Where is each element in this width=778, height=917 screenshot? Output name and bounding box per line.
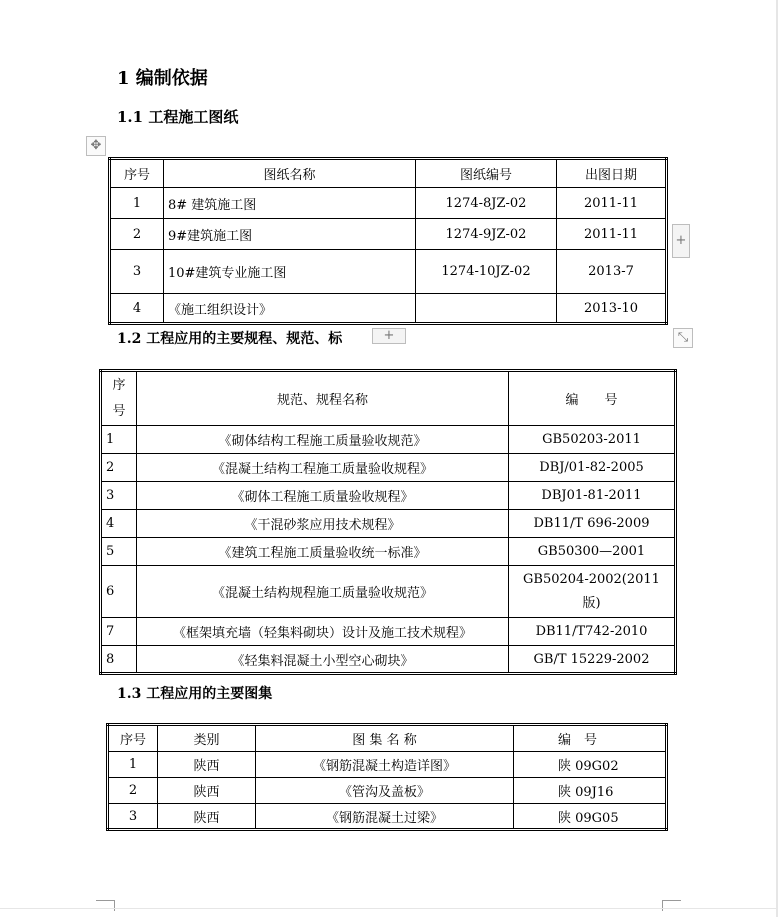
cell: 1274-8JZ-02 [416,188,557,219]
move-handle-icon[interactable]: ✥ [86,136,106,156]
table-row [101,618,676,646]
cell: 陕 09G02 [514,752,667,778]
header-cell: 图 集 名 称 [256,725,514,752]
header-cell: 规范、规程名称 [137,371,509,426]
cell: 2 [108,778,158,804]
cell: 2013-10 [557,294,667,324]
cell: 陕 09G05 [514,804,667,830]
cell: 4 [101,510,137,538]
cell: GB50203-2011 [509,426,676,454]
cell: DBJ01-81-2011 [509,482,676,510]
cell: 2013-7 [557,250,667,294]
cell [509,566,676,618]
table-row [108,778,667,804]
cell: 1 [101,426,137,454]
add-column-plus-icon[interactable]: + [672,224,690,258]
cell-text: GB50204-2002(2011版) [523,571,660,611]
cell: 8# 建筑施工图 [164,188,416,219]
cell: DB11/T 696-2009 [509,510,676,538]
cell: 《混凝土结构工程施工质量验收规程》 [137,454,509,482]
cell: 1 [108,752,158,778]
header-cell: 图纸编号 [416,159,557,188]
section-3-heading: 1.3 工程应用的主要图集 [117,686,273,702]
table-row [110,294,667,324]
drawings-table [108,157,668,325]
cell: 《轻集料混凝土小型空心砌块》 [137,646,509,674]
cell: 2 [101,454,137,482]
cell: 2011-11 [557,188,667,219]
atlas-table [106,723,668,831]
cell: 《钢筋混凝土过梁》 [256,804,514,830]
cell: 10#建筑专业施工图 [164,250,416,294]
page-corner-mark [662,900,681,911]
cell: GB/T 15229-2002 [509,646,676,674]
header-cell: 图纸名称 [164,159,416,188]
page-bottom-edge [0,908,778,909]
cell: 《钢筋混凝土构造详图》 [256,752,514,778]
cell: 3 [110,250,164,294]
header-cell: 类别 [158,725,256,752]
table-row [110,219,667,250]
section-1-heading: 1.1 工程施工图纸 [117,108,239,126]
standards-table [99,369,677,675]
table-row [101,454,676,482]
cell: 9#建筑施工图 [164,219,416,250]
add-row-plus-icon[interactable]: + [372,328,406,344]
page-corner-mark [96,900,115,911]
table-row [101,510,676,538]
heading-1: 1 编制依据 [117,68,208,89]
cell: 《框架填充墙（轻集料砌块）设计及施工技术规程》 [137,618,509,646]
cell: 1274-9JZ-02 [416,219,557,250]
cell: 5 [101,538,137,566]
cell: 4 [110,294,164,324]
header-cell: 序号 [108,725,158,752]
cell: 《建筑工程施工质量验收统一标准》 [137,538,509,566]
cell: 8 [101,646,137,674]
cell: 陕西 [158,752,256,778]
cell: DBJ/01-82-2005 [509,454,676,482]
cell: 2 [110,219,164,250]
table-row [101,646,676,674]
header-cell [101,371,137,426]
cell: GB50300—2001 [509,538,676,566]
cell: 《施工组织设计》 [164,294,416,324]
cell: 6 [101,566,137,618]
header-cell: 编 号 [509,371,676,426]
cell [416,294,557,324]
cell: 《砌体工程施工质量验收规程》 [137,482,509,510]
cell: DB11/T742-2010 [509,618,676,646]
table-row [101,538,676,566]
table-row [101,426,676,454]
cell: 1 [110,188,164,219]
table-row [101,566,676,618]
cell: 1274-10JZ-02 [416,250,557,294]
cell: 陕西 [158,778,256,804]
cell: 7 [101,618,137,646]
table-row [110,188,667,219]
cell: 陕 09J16 [514,778,667,804]
table-row [108,804,667,830]
cell: 2011-11 [557,219,667,250]
cell: 《砌体结构工程施工质量验收规范》 [137,426,509,454]
table-row [101,482,676,510]
cell: 《混凝土结构规程施工质量验收规范》 [137,566,509,618]
cell: 3 [101,482,137,510]
table-row [110,250,667,294]
cell: 《管沟及盖板》 [256,778,514,804]
resize-diagonal-icon[interactable]: ⤡ [673,328,693,348]
cell: 陕西 [158,804,256,830]
header-cell: 出图日期 [557,159,667,188]
section-2-heading: 1.2 工程应用的主要规程、规范、标 [117,331,343,347]
cell: 3 [108,804,158,830]
header-cell: 编 号 [514,725,667,752]
cell: 《干混砂浆应用技术规程》 [137,510,509,538]
header-cell: 序号 [110,159,164,188]
table-row [108,752,667,778]
header-text: 序号 [112,377,126,419]
